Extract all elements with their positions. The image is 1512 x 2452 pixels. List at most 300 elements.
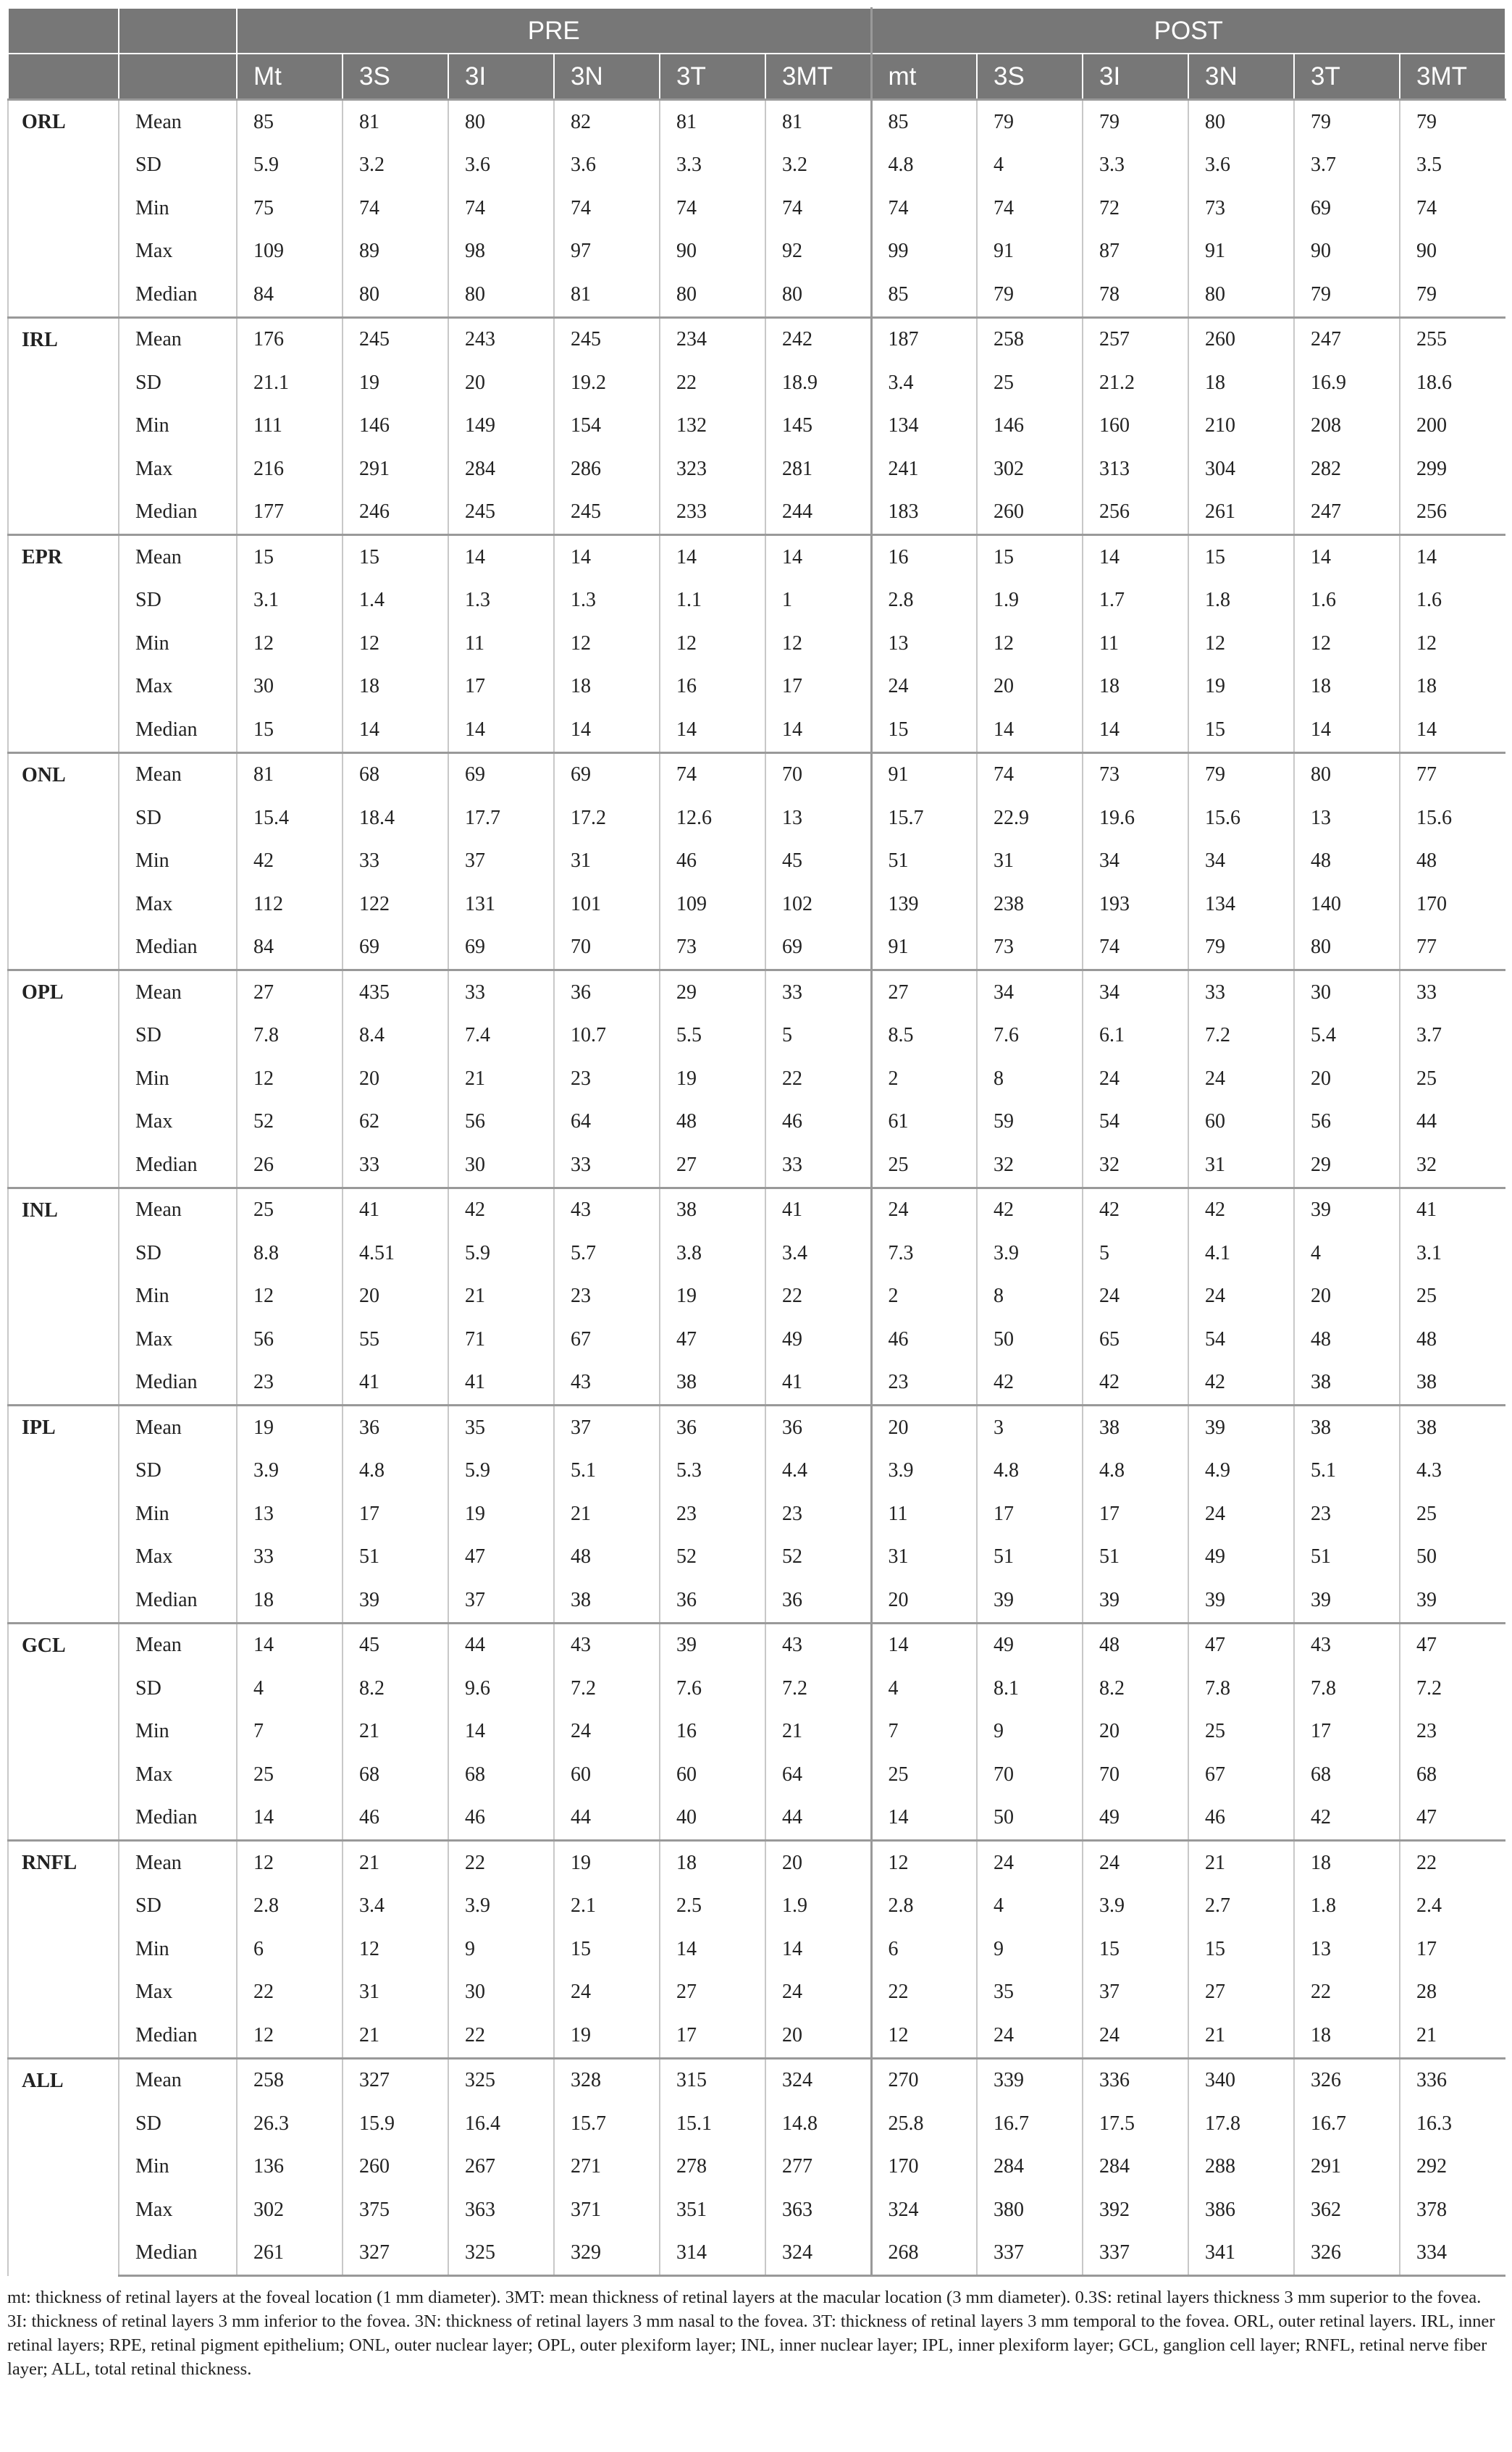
post-value-cell: 87 (1083, 230, 1188, 274)
post-value-cell: 3.7 (1294, 144, 1400, 188)
pre-value-cell: 7.6 (660, 1667, 765, 1710)
pre-value-cell: 315 (660, 2058, 765, 2102)
pre-value-cell: 314 (660, 2232, 765, 2276)
post-value-cell: 54 (1083, 1101, 1188, 1144)
pre-value-cell: 38 (554, 1579, 660, 1623)
post-value-cell: 80 (1188, 273, 1294, 317)
pre-value-cell: 22 (448, 2014, 554, 2058)
pre-value-cell: 19 (554, 2014, 660, 2058)
stat-label: Min (119, 1057, 237, 1101)
pre-value-cell: 435 (343, 970, 448, 1015)
pre-value-cell: 81 (343, 100, 448, 144)
post-value-cell: 18 (1294, 2014, 1400, 2058)
pre-value-cell: 69 (448, 752, 554, 797)
pre-value-cell: 23 (237, 1361, 343, 1406)
pre-value-cell: 41 (343, 1188, 448, 1232)
post-value-cell: 13 (1294, 1928, 1400, 1971)
post-value-cell: 48 (1400, 840, 1505, 883)
post-value-cell: 68 (1400, 1753, 1505, 1797)
post-value-cell: 8.2 (1083, 1667, 1188, 1710)
post-value-cell: 2 (871, 1057, 977, 1101)
pre-value-cell: 7.2 (554, 1667, 660, 1710)
stat-label: Mean (119, 317, 237, 361)
post-value-cell: 200 (1400, 405, 1505, 448)
header-pre-col: 3S (343, 54, 448, 100)
post-value-cell: 241 (871, 448, 977, 491)
post-value-cell: 59 (977, 1101, 1083, 1144)
post-value-cell: 339 (977, 2058, 1083, 2102)
post-value-cell: 1.7 (1083, 579, 1188, 623)
pre-value-cell: 84 (237, 273, 343, 317)
post-value-cell: 49 (1083, 1797, 1188, 1841)
pre-value-cell: 16 (660, 1710, 765, 1754)
pre-value-cell: 12.6 (660, 797, 765, 840)
pre-value-cell: 37 (554, 1406, 660, 1450)
post-value-cell: 25 (1400, 1492, 1505, 1536)
post-value-cell: 24 (1083, 1841, 1188, 1885)
post-value-cell: 74 (871, 187, 977, 230)
pre-value-cell: 20 (343, 1057, 448, 1101)
pre-value-cell: 5.9 (448, 1450, 554, 1493)
post-value-cell: 91 (871, 926, 977, 970)
pre-value-cell: 13 (765, 797, 871, 840)
table-row (8, 491, 1505, 535)
post-value-cell: 91 (871, 752, 977, 797)
pre-value-cell: 14 (448, 535, 554, 579)
pre-value-cell: 371 (554, 2188, 660, 2232)
pre-value-cell: 30 (237, 666, 343, 709)
post-value-cell: 79 (1294, 273, 1400, 317)
layer-label: IRL (8, 317, 119, 535)
pre-value-cell: 22 (765, 1275, 871, 1319)
post-value-cell: 3.4 (871, 361, 977, 405)
post-value-cell: 24 (871, 1188, 977, 1232)
pre-value-cell: 15.7 (554, 2102, 660, 2146)
pre-value-cell: 52 (660, 1536, 765, 1579)
pre-value-cell: 85 (237, 100, 343, 144)
pre-value-cell: 98 (448, 230, 554, 274)
post-value-cell: 24 (1083, 2014, 1188, 2058)
post-value-cell: 61 (871, 1101, 977, 1144)
table-row (8, 2102, 1505, 2146)
pre-value-cell: 19 (237, 1406, 343, 1450)
header-pre-col: 3I (448, 54, 554, 100)
post-value-cell: 17.8 (1188, 2102, 1294, 2146)
post-value-cell: 18 (1083, 666, 1188, 709)
post-value-cell: 22 (1294, 1971, 1400, 2015)
post-value-cell: 29 (1294, 1143, 1400, 1188)
pre-value-cell: 24 (554, 1710, 660, 1754)
table-row (8, 2146, 1505, 2189)
table-row (8, 273, 1505, 317)
stat-label: Max (119, 230, 237, 274)
header-pre-col: 3N (554, 54, 660, 100)
stat-label: Max (119, 448, 237, 491)
pre-value-cell: 11 (448, 622, 554, 666)
pre-value-cell: 1.3 (554, 579, 660, 623)
stat-label: Mean (119, 1623, 237, 1667)
pre-value-cell: 33 (765, 970, 871, 1015)
post-value-cell: 38 (1294, 1406, 1400, 1450)
post-value-cell: 14 (871, 1797, 977, 1841)
header-post-col: 3MT (1400, 54, 1505, 100)
post-value-cell: 79 (977, 100, 1083, 144)
pre-value-cell: 12 (237, 622, 343, 666)
stat-label: Median (119, 1143, 237, 1188)
post-value-cell: 288 (1188, 2146, 1294, 2189)
pre-value-cell: 8.4 (343, 1015, 448, 1058)
pre-value-cell: 43 (554, 1361, 660, 1406)
pre-value-cell: 3.4 (343, 1885, 448, 1928)
pre-value-cell: 21 (343, 2014, 448, 2058)
pre-value-cell: 42 (448, 1188, 554, 1232)
pre-value-cell: 2.1 (554, 1885, 660, 1928)
post-value-cell: 7.2 (1188, 1015, 1294, 1058)
stat-label: Median (119, 1361, 237, 1406)
post-value-cell: 16.3 (1400, 2102, 1505, 2146)
stat-label: SD (119, 1232, 237, 1275)
pre-value-cell: 132 (660, 405, 765, 448)
post-value-cell: 79 (1083, 100, 1188, 144)
post-value-cell: 268 (871, 2232, 977, 2276)
pre-value-cell: 24 (554, 1971, 660, 2015)
post-value-cell: 2.7 (1188, 1885, 1294, 1928)
post-value-cell: 37 (1083, 1971, 1188, 2015)
post-value-cell: 9 (977, 1928, 1083, 1971)
pre-value-cell: 12 (237, 1057, 343, 1101)
post-value-cell: 18 (1294, 1841, 1400, 1885)
post-value-cell: 34 (977, 970, 1083, 1015)
pre-value-cell: 5.9 (448, 1232, 554, 1275)
pre-value-cell: 284 (448, 448, 554, 491)
post-value-cell: 44 (1400, 1101, 1505, 1144)
post-value-cell: 4.8 (977, 1450, 1083, 1493)
pre-value-cell: 25 (237, 1753, 343, 1797)
pre-value-cell: 14.8 (765, 2102, 871, 2146)
pre-value-cell: 22 (448, 1841, 554, 1885)
pre-value-cell: 15 (343, 535, 448, 579)
pre-value-cell: 19 (660, 1275, 765, 1319)
pre-value-cell: 42 (237, 840, 343, 883)
post-value-cell: 7.6 (977, 1015, 1083, 1058)
pre-value-cell: 17.7 (448, 797, 554, 840)
stat-label: Min (119, 405, 237, 448)
post-value-cell: 48 (1294, 840, 1400, 883)
post-value-cell: 23 (871, 1361, 977, 1406)
pre-value-cell: 80 (660, 273, 765, 317)
pre-value-cell: 46 (660, 840, 765, 883)
stat-label: SD (119, 144, 237, 188)
post-value-cell: 208 (1294, 405, 1400, 448)
post-value-cell: 18 (1400, 666, 1505, 709)
post-value-cell: 39 (1188, 1406, 1294, 1450)
pre-value-cell: 15 (237, 535, 343, 579)
pre-value-cell: 64 (765, 1753, 871, 1797)
stat-label: Min (119, 1710, 237, 1754)
post-value-cell: 3.3 (1083, 144, 1188, 188)
post-value-cell: 42 (977, 1361, 1083, 1406)
post-value-cell: 247 (1294, 317, 1400, 361)
post-value-cell: 73 (977, 926, 1083, 970)
layer-label: GCL (8, 1623, 119, 1841)
pre-value-cell: 12 (237, 2014, 343, 2058)
pre-value-cell: 14 (660, 535, 765, 579)
stat-label: Min (119, 1928, 237, 1971)
post-value-cell: 170 (1400, 883, 1505, 926)
post-value-cell: 69 (1294, 187, 1400, 230)
pre-value-cell: 375 (343, 2188, 448, 2232)
post-value-cell: 299 (1400, 448, 1505, 491)
pre-value-cell: 44 (554, 1797, 660, 1841)
pre-value-cell: 14 (765, 535, 871, 579)
post-value-cell: 11 (871, 1492, 977, 1536)
post-value-cell: 326 (1294, 2232, 1400, 2276)
post-value-cell: 1.9 (977, 579, 1083, 623)
post-value-cell: 284 (1083, 2146, 1188, 2189)
pre-value-cell: 146 (343, 405, 448, 448)
post-value-cell: 38 (1400, 1361, 1505, 1406)
pre-value-cell: 48 (554, 1536, 660, 1579)
pre-value-cell: 19 (448, 1492, 554, 1536)
pre-value-cell: 23 (660, 1492, 765, 1536)
pre-value-cell: 20 (448, 361, 554, 405)
post-value-cell: 2.8 (871, 1885, 977, 1928)
pre-value-cell: 69 (343, 926, 448, 970)
table-row (8, 1710, 1505, 1754)
post-value-cell: 14 (871, 1623, 977, 1667)
post-value-cell: 60 (1188, 1101, 1294, 1144)
pre-value-cell: 12 (554, 622, 660, 666)
pre-value-cell: 1.4 (343, 579, 448, 623)
post-value-cell: 25.8 (871, 2102, 977, 2146)
post-value-cell: 17.5 (1083, 2102, 1188, 2146)
post-value-cell: 15 (1188, 708, 1294, 752)
post-value-cell: 170 (871, 2146, 977, 2189)
pre-value-cell: 21 (448, 1275, 554, 1319)
pre-value-cell: 39 (343, 1579, 448, 1623)
header-post-col: 3I (1083, 54, 1188, 100)
post-value-cell: 24 (1083, 1057, 1188, 1101)
pre-value-cell: 324 (765, 2058, 871, 2102)
pre-value-cell: 14 (765, 1928, 871, 1971)
header-post-col: mt (871, 54, 977, 100)
pre-value-cell: 62 (343, 1101, 448, 1144)
layer-label: INL (8, 1188, 119, 1406)
post-value-cell: 14 (1083, 708, 1188, 752)
post-value-cell: 51 (871, 840, 977, 883)
post-value-cell: 32 (1400, 1143, 1505, 1188)
table-row (8, 1623, 1505, 1667)
post-value-cell: 14 (1400, 535, 1505, 579)
post-value-cell: 3.1 (1400, 1232, 1505, 1275)
post-value-cell: 48 (1083, 1623, 1188, 1667)
pre-value-cell: 12 (343, 622, 448, 666)
pre-value-cell: 17 (448, 666, 554, 709)
table-row (8, 1275, 1505, 1319)
stat-label: Mean (119, 535, 237, 579)
pre-value-cell: 278 (660, 2146, 765, 2189)
post-value-cell: 22 (1400, 1841, 1505, 1885)
post-value-cell: 47 (1400, 1623, 1505, 1667)
pre-value-cell: 68 (448, 1753, 554, 1797)
pre-value-cell: 37 (448, 840, 554, 883)
table-row (8, 1841, 1505, 1885)
pre-value-cell: 101 (554, 883, 660, 926)
pre-value-cell: 7 (237, 1710, 343, 1754)
pre-value-cell: 31 (554, 840, 660, 883)
pre-value-cell: 22 (765, 1057, 871, 1101)
pre-value-cell: 33 (343, 840, 448, 883)
post-value-cell: 19 (1188, 666, 1294, 709)
post-value-cell: 49 (1188, 1536, 1294, 1579)
stat-label: Max (119, 883, 237, 926)
post-value-cell: 48 (1294, 1318, 1400, 1361)
stat-label: Max (119, 1318, 237, 1361)
post-value-cell: 77 (1400, 752, 1505, 797)
post-value-cell: 336 (1083, 2058, 1188, 2102)
pre-value-cell: 36 (660, 1579, 765, 1623)
post-value-cell: 24 (871, 666, 977, 709)
post-value-cell: 38 (1294, 1361, 1400, 1406)
post-value-cell: 1.6 (1294, 579, 1400, 623)
post-value-cell: 2 (871, 1275, 977, 1319)
pre-value-cell: 18 (554, 666, 660, 709)
table-row (8, 579, 1505, 623)
layer-label: EPR (8, 535, 119, 753)
table-row (8, 1188, 1505, 1232)
stat-label: Median (119, 2232, 237, 2276)
post-value-cell: 24 (1083, 1275, 1188, 1319)
pre-value-cell: 39 (660, 1623, 765, 1667)
post-value-cell: 16 (871, 535, 977, 579)
post-value-cell: 18 (1188, 361, 1294, 405)
post-value-cell: 1.8 (1188, 579, 1294, 623)
pre-value-cell: 10.7 (554, 1015, 660, 1058)
pre-value-cell: 35 (448, 1406, 554, 1450)
pre-value-cell: 74 (343, 187, 448, 230)
pre-value-cell: 5.1 (554, 1450, 660, 1493)
stat-label: Median (119, 491, 237, 535)
stat-label: Median (119, 1797, 237, 1841)
pre-value-cell: 3.6 (554, 144, 660, 188)
post-value-cell: 25 (1188, 1710, 1294, 1754)
layer-label: ONL (8, 752, 119, 970)
pre-value-cell: 14 (660, 708, 765, 752)
pre-value-cell: 13 (237, 1492, 343, 1536)
pre-value-cell: 14 (554, 708, 660, 752)
pre-value-cell: 3.9 (237, 1450, 343, 1493)
pre-value-cell: 36 (660, 1406, 765, 1450)
post-value-cell: 24 (977, 1841, 1083, 1885)
pre-value-cell: 242 (765, 317, 871, 361)
pre-value-cell: 41 (765, 1188, 871, 1232)
post-value-cell: 5.4 (1294, 1015, 1400, 1058)
pre-value-cell: 25 (237, 1188, 343, 1232)
pre-value-cell: 47 (660, 1318, 765, 1361)
post-value-cell: 24 (1188, 1275, 1294, 1319)
post-value-cell: 257 (1083, 317, 1188, 361)
pre-value-cell: 80 (448, 273, 554, 317)
post-value-cell: 42 (1188, 1361, 1294, 1406)
pre-value-cell: 81 (765, 100, 871, 144)
pre-value-cell: 22 (660, 361, 765, 405)
pre-value-cell: 258 (237, 2058, 343, 2102)
pre-value-cell: 29 (660, 970, 765, 1015)
post-value-cell: 22 (871, 1971, 977, 2015)
pre-value-cell: 37 (448, 1579, 554, 1623)
pre-value-cell: 49 (765, 1318, 871, 1361)
pre-value-cell: 89 (343, 230, 448, 274)
header-blank-layer (8, 8, 119, 54)
post-value-cell: 362 (1294, 2188, 1400, 2232)
table-row (8, 317, 1505, 361)
header-post-col: 3N (1188, 54, 1294, 100)
post-value-cell: 14 (1083, 535, 1188, 579)
pre-value-cell: 48 (660, 1101, 765, 1144)
post-value-cell: 210 (1188, 405, 1294, 448)
post-value-cell: 14 (1294, 535, 1400, 579)
post-value-cell: 17 (1400, 1928, 1505, 1971)
post-value-cell: 27 (1188, 1971, 1294, 2015)
post-value-cell: 8 (977, 1057, 1083, 1101)
pre-value-cell: 4.4 (765, 1450, 871, 1493)
post-value-cell: 140 (1294, 883, 1400, 926)
post-value-cell: 341 (1188, 2232, 1294, 2276)
post-value-cell: 48 (1400, 1318, 1505, 1361)
table-row (8, 361, 1505, 405)
table-row (8, 2232, 1505, 2276)
post-value-cell: 67 (1188, 1753, 1294, 1797)
post-value-cell: 12 (1188, 622, 1294, 666)
pre-value-cell: 44 (765, 1797, 871, 1841)
pre-value-cell: 74 (554, 187, 660, 230)
retinal-thickness-table (7, 7, 1506, 2277)
pre-value-cell: 7.4 (448, 1015, 554, 1058)
stat-label: Mean (119, 1406, 237, 1450)
pre-value-cell: 69 (554, 752, 660, 797)
post-value-cell: 39 (1188, 1579, 1294, 1623)
post-value-cell: 4 (1294, 1232, 1400, 1275)
header-post-col: 3T (1294, 54, 1400, 100)
pre-value-cell: 74 (765, 187, 871, 230)
table-row (8, 1361, 1505, 1406)
header-group-post: POST (871, 8, 1505, 54)
pre-value-cell: 20 (765, 2014, 871, 2058)
pre-value-cell: 327 (343, 2058, 448, 2102)
table-row (8, 144, 1505, 188)
pre-value-cell: 244 (765, 491, 871, 535)
post-value-cell: 28 (1400, 1971, 1505, 2015)
post-value-cell: 41 (1400, 1188, 1505, 1232)
post-value-cell: 261 (1188, 491, 1294, 535)
pre-value-cell: 8.2 (343, 1667, 448, 1710)
pre-value-cell: 5.9 (237, 144, 343, 188)
header-pre-col: 3MT (765, 54, 871, 100)
stat-label: Max (119, 2188, 237, 2232)
pre-value-cell: 14 (237, 1623, 343, 1667)
layer-label: ALL (8, 2058, 119, 2276)
table-row (8, 1450, 1505, 1493)
pre-value-cell: 52 (765, 1536, 871, 1579)
pre-value-cell: 4 (237, 1667, 343, 1710)
stat-label: Mean (119, 752, 237, 797)
post-value-cell: 9 (977, 1710, 1083, 1754)
post-value-cell: 25 (1400, 1057, 1505, 1101)
post-value-cell: 31 (871, 1536, 977, 1579)
pre-value-cell: 67 (554, 1318, 660, 1361)
pre-value-cell: 131 (448, 883, 554, 926)
pre-value-cell: 19 (554, 1841, 660, 1885)
